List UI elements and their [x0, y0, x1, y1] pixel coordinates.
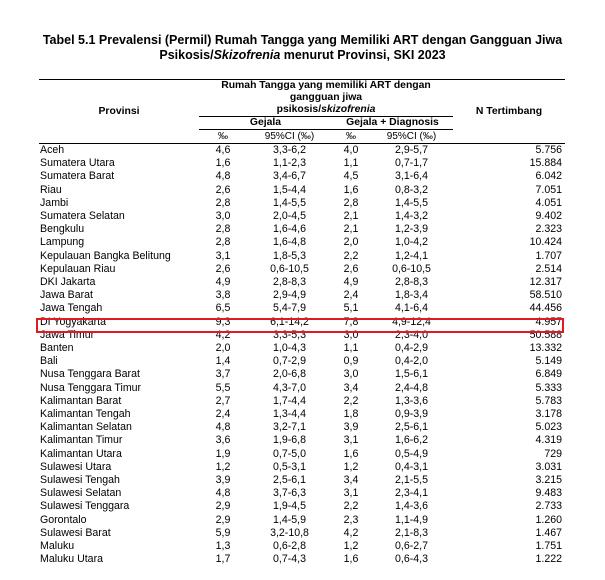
table-row: [39, 289, 565, 302]
table-row: [39, 553, 565, 566]
highlight-box: [36, 315, 564, 333]
cell-diagnosis-permil: 1,6: [343, 447, 359, 460]
cell-province: Kalimantan Barat: [40, 394, 122, 407]
cell-diagnosis-ci: 2,3-4,0: [395, 328, 428, 341]
cell-gejala-permil: 1,9: [215, 447, 231, 460]
cell-province: Sulawesi Tengah: [40, 474, 120, 487]
table-row: [39, 342, 565, 355]
cell-gejala-permil: 5,5: [215, 381, 231, 394]
cell-diagnosis-ci: 0,5-4,9: [395, 447, 428, 460]
header-unit-diag-ci: 95%CI (‰): [370, 130, 453, 144]
title-part-a: Psikosis/: [159, 48, 214, 62]
cell-province: Kalimantan Timur: [40, 434, 123, 447]
cell-diagnosis-ci: 1,8-3,4: [395, 289, 428, 302]
cell-diagnosis-ci: 1,0-4,2: [395, 236, 428, 249]
header-group-line2: [199, 104, 453, 116]
cell-gejala-ci: 2,8-8,3: [273, 276, 306, 289]
cell-gejala-permil: 2,7: [215, 394, 231, 407]
cell-n-tertimbang: 1.707: [535, 249, 562, 262]
cell-gejala-ci: 1,1-2,3: [273, 157, 306, 170]
cell-n-tertimbang: 4.051: [535, 196, 562, 209]
cell-province: Maluku Utara: [40, 553, 103, 566]
cell-gejala-permil: 2,0: [215, 342, 231, 355]
cell-n-tertimbang: 7.051: [535, 183, 562, 196]
cell-n-tertimbang: 2.514: [535, 262, 562, 275]
cell-diagnosis-permil: 4,2: [343, 526, 359, 539]
cell-n-tertimbang: 3.178: [535, 408, 562, 421]
cell-diagnosis-ci: 1,4-3,2: [395, 210, 428, 223]
cell-gejala-ci: 2,9-4,9: [273, 289, 306, 302]
cell-diagnosis-permil: 2,8: [343, 196, 359, 209]
cell-n-tertimbang: 10.424: [529, 236, 562, 249]
cell-province: Kalimantan Tengah: [40, 408, 131, 421]
cell-diagnosis-permil: 3,1: [343, 487, 359, 500]
cell-n-tertimbang: 2.323: [535, 223, 562, 236]
cell-gejala-permil: 4,8: [215, 421, 231, 434]
cell-diagnosis-permil: 1,6: [343, 553, 359, 566]
cell-gejala-ci: 1,6-4,6: [273, 223, 306, 236]
cell-gejala-ci: 0,6-10,5: [270, 262, 309, 275]
cell-diagnosis-permil: 5,1: [343, 302, 359, 315]
cell-province: Kalimantan Selatan: [40, 421, 132, 434]
cell-province: Kepulauan Bangka Belitung: [40, 249, 171, 262]
title-part-italic: Skizofrenia: [213, 48, 281, 62]
cell-gejala-ci: 1,6-4,8: [273, 236, 306, 249]
cell-gejala-permil: 3,8: [215, 289, 231, 302]
header-group-b: psikosis/: [276, 104, 322, 115]
cell-gejala-ci: 1,8-5,3: [273, 249, 306, 262]
cell-gejala-ci: 3,3-5,3: [273, 328, 306, 341]
cell-gejala-permil: 2,6: [215, 183, 231, 196]
cell-gejala-ci: 3,3-6,2: [273, 144, 306, 156]
cell-province: Sumatera Utara: [40, 157, 115, 170]
table-row: [39, 170, 565, 183]
table-row: [39, 540, 565, 553]
table-row: [39, 223, 565, 236]
cell-province: Lampung: [40, 236, 85, 249]
cell-gejala-permil: 3,0: [215, 210, 231, 223]
cell-diagnosis-ci: 2,9-5,7: [395, 144, 428, 156]
cell-province: Kepulauan Riau: [40, 262, 116, 275]
table-title-line1: Tabel 5.1 Prevalensi (Permil) Rumah Tangga yang Memiliki ART dengan Gangguan Jiwa: [42, 33, 563, 47]
cell-diagnosis-ci: 2,5-6,1: [395, 421, 428, 434]
cell-n-tertimbang: 729: [544, 447, 562, 460]
table-title-line2: [0, 48, 605, 63]
cell-diagnosis-permil: 2,3: [343, 513, 359, 526]
table-row: [39, 368, 565, 381]
cell-gejala-ci: 3,2-10,8: [270, 526, 309, 539]
cell-province: Aceh: [40, 144, 65, 156]
header-n-tertimbang: N Tertimbang: [453, 80, 565, 144]
table-row: [39, 210, 565, 223]
cell-diagnosis-ci: 2,8-8,3: [395, 276, 428, 289]
cell-gejala-ci: 1,4-5,5: [273, 196, 306, 209]
table-row: [39, 527, 565, 540]
cell-diagnosis-permil: 1,6: [343, 183, 359, 196]
cell-gejala-ci: 2,5-6,1: [273, 474, 306, 487]
cell-gejala-permil: 2,4: [215, 408, 231, 421]
cell-diagnosis-ci: 1,2-4,1: [395, 249, 428, 262]
cell-gejala-permil: 5,9: [215, 526, 231, 539]
table-body: [39, 144, 565, 567]
cell-province: Sulawesi Utara: [40, 460, 112, 473]
cell-province: Kalimantan Utara: [40, 447, 122, 460]
cell-diagnosis-ci: 0,4-3,1: [395, 460, 428, 473]
cell-n-tertimbang: 5.783: [535, 394, 562, 407]
header-unit-gejala-permil: ‰: [199, 130, 247, 144]
header-gejala: Gejala: [199, 117, 332, 130]
cell-diagnosis-ci: 4,1-6,4: [395, 302, 428, 315]
cell-diagnosis-ci: 0,6-10,5: [392, 262, 431, 275]
cell-province: Bengkulu: [40, 223, 85, 236]
table-row: [39, 184, 565, 197]
cell-gejala-permil: 2,8: [215, 196, 231, 209]
table-row: [39, 487, 565, 500]
cell-diagnosis-ci: 0,6-4,3: [395, 553, 428, 566]
cell-diagnosis-permil: 2,0: [343, 236, 359, 249]
cell-n-tertimbang: 5.333: [535, 381, 562, 394]
cell-diagnosis-permil: 3,9: [343, 421, 359, 434]
cell-diagnosis-ci: 1,4-5,5: [395, 196, 428, 209]
cell-diagnosis-ci: 2,3-4,1: [395, 487, 428, 500]
cell-n-tertimbang: 3.031: [535, 460, 562, 473]
cell-province: Maluku: [40, 540, 75, 553]
cell-n-tertimbang: 1.467: [535, 526, 562, 539]
cell-gejala-permil: 4,9: [215, 276, 231, 289]
cell-gejala-ci: 6,1-14,2: [270, 315, 309, 328]
table-row: [39, 514, 565, 527]
cell-province: Sulawesi Barat: [40, 526, 111, 539]
cell-n-tertimbang: 2.733: [535, 500, 562, 513]
cell-gejala-permil: 1,4: [215, 355, 231, 368]
cell-diagnosis-ci: 1,1-4,9: [395, 513, 428, 526]
header-unit-diag-permil: ‰: [332, 130, 370, 144]
table-row: [39, 474, 565, 487]
header-unit-gejala-ci: 95%CI (‰): [247, 130, 332, 144]
cell-diagnosis-permil: 2,1: [343, 210, 359, 223]
table-row: [39, 408, 565, 421]
cell-gejala-permil: 3,9: [215, 474, 231, 487]
cell-n-tertimbang: 12.317: [529, 276, 562, 289]
cell-diagnosis-permil: 2,4: [343, 289, 359, 302]
cell-n-tertimbang: 13.332: [529, 342, 562, 355]
cell-gejala-permil: 3,7: [215, 368, 231, 381]
cell-diagnosis-permil: 1,2: [343, 540, 359, 553]
cell-diagnosis-permil: 2,2: [343, 394, 359, 407]
cell-gejala-permil: 1,7: [215, 553, 231, 566]
cell-gejala-ci: 1,4-5,9: [273, 513, 306, 526]
cell-diagnosis-permil: 3,0: [343, 328, 359, 341]
cell-gejala-ci: 2,0-4,5: [273, 210, 306, 223]
cell-diagnosis-permil: 3,4: [343, 474, 359, 487]
cell-n-tertimbang: 5.149: [535, 355, 562, 368]
cell-province: DKI Jakarta: [40, 276, 96, 289]
cell-diagnosis-permil: 1,1: [343, 342, 359, 355]
cell-diagnosis-ci: 0,9-3,9: [395, 408, 428, 421]
cell-n-tertimbang: 6.849: [535, 368, 562, 381]
table-row: [39, 421, 565, 434]
table-row: [39, 250, 565, 263]
cell-n-tertimbang: 50.588: [529, 328, 562, 341]
cell-diagnosis-ci: 1,5-6,1: [395, 368, 428, 381]
cell-n-tertimbang: 1.751: [535, 540, 562, 553]
cell-n-tertimbang: 58.510: [529, 289, 562, 302]
cell-n-tertimbang: 3.215: [535, 474, 562, 487]
cell-gejala-permil: 1,3: [215, 540, 231, 553]
cell-province: Jambi: [40, 196, 69, 209]
cell-n-tertimbang: 1.260: [535, 513, 562, 526]
cell-province: Sumatera Selatan: [40, 210, 125, 223]
cell-diagnosis-ci: 2,1-8,3: [395, 526, 428, 539]
cell-gejala-permil: 2,9: [215, 500, 231, 513]
cell-gejala-permil: 3,1: [215, 249, 231, 262]
table-row: [39, 355, 565, 368]
cell-diagnosis-ci: 1,4-3,6: [395, 500, 428, 513]
table-row: [39, 302, 565, 315]
cell-gejala-permil: 2,8: [215, 236, 231, 249]
cell-province: Sulawesi Tenggara: [40, 500, 130, 513]
cell-diagnosis-permil: 1,8: [343, 408, 359, 421]
cell-gejala-ci: 4,3-7,0: [273, 381, 306, 394]
cell-diagnosis-ci: 0,8-3,2: [395, 183, 428, 196]
cell-province: Nusa Tenggara Timur: [40, 381, 142, 394]
table-row: [39, 236, 565, 249]
header-group-italic: skizofrenia: [321, 104, 376, 115]
cell-gejala-ci: 0,7-5,0: [273, 447, 306, 460]
cell-gejala-permil: 4,8: [215, 170, 231, 183]
cell-diagnosis-permil: 1,2: [343, 460, 359, 473]
table-row: [39, 500, 565, 513]
cell-diagnosis-permil: 4,9: [343, 276, 359, 289]
cell-gejala-permil: 4,2: [215, 328, 231, 341]
cell-diagnosis-ci: 1,3-3,6: [395, 394, 428, 407]
cell-gejala-permil: 9,3: [215, 315, 231, 328]
cell-diagnosis-permil: 3,4: [343, 381, 359, 394]
table-title: [0, 33, 605, 63]
cell-diagnosis-ci: 1,6-6,2: [395, 434, 428, 447]
cell-province: DI Yogyakarta: [40, 315, 106, 328]
cell-diagnosis-permil: 4,5: [343, 170, 359, 183]
cell-province: Jawa Barat: [40, 289, 93, 302]
cell-diagnosis-permil: 1,1: [343, 157, 359, 170]
cell-diagnosis-ci: 0,4-2,9: [395, 342, 428, 355]
cell-n-tertimbang: 5.756: [535, 144, 562, 156]
cell-diagnosis-ci: 4,9-12,4: [392, 315, 431, 328]
cell-diagnosis-permil: 3,0: [343, 368, 359, 381]
cell-province: Banten: [40, 342, 74, 355]
header-gejala-diagnosis: Gejala + Diagnosis: [332, 117, 453, 130]
table-row: [39, 382, 565, 395]
table-row: [39, 263, 565, 276]
cell-province: Bali: [40, 355, 58, 368]
table-row: [39, 448, 565, 461]
cell-province: Jawa Timur: [40, 328, 95, 341]
cell-gejala-permil: 4,6: [215, 144, 231, 156]
cell-gejala-ci: 1,3-4,4: [273, 408, 306, 421]
cell-gejala-ci: 0,5-3,1: [273, 460, 306, 473]
table-row: [39, 144, 565, 158]
cell-province: Riau: [40, 183, 62, 196]
cell-gejala-ci: 1,0-4,3: [273, 342, 306, 355]
cell-gejala-ci: 1,9-4,5: [273, 500, 306, 513]
cell-gejala-permil: 2,6: [215, 262, 231, 275]
cell-gejala-ci: 2,0-6,8: [273, 368, 306, 381]
cell-gejala-ci: 1,5-4,4: [273, 183, 306, 196]
cell-n-tertimbang: 4.957: [535, 315, 562, 328]
cell-diagnosis-ci: 1,2-3,9: [395, 223, 428, 236]
cell-gejala-ci: 1,7-4,4: [273, 394, 306, 407]
cell-diagnosis-ci: 2,4-4,8: [395, 381, 428, 394]
cell-gejala-permil: 6,5: [215, 302, 231, 315]
cell-diagnosis-ci: 2,1-5,5: [395, 474, 428, 487]
cell-n-tertimbang: 9.483: [535, 487, 562, 500]
table-row: [39, 157, 565, 170]
cell-gejala-ci: 0,7-2,9: [273, 355, 306, 368]
cell-province: Sumatera Barat: [40, 170, 115, 183]
cell-n-tertimbang: 5.023: [535, 421, 562, 434]
cell-diagnosis-permil: 2,2: [343, 249, 359, 262]
cell-gejala-ci: 3,4-6,7: [273, 170, 306, 183]
cell-n-tertimbang: 44.456: [529, 302, 562, 315]
table-row: [39, 461, 565, 474]
header-group: [199, 80, 453, 117]
cell-n-tertimbang: 4.319: [535, 434, 562, 447]
cell-gejala-ci: 3,7-6,3: [273, 487, 306, 500]
cell-province: Jawa Tengah: [40, 302, 103, 315]
cell-n-tertimbang: 1.222: [535, 553, 562, 566]
table-row: [39, 395, 565, 408]
cell-diagnosis-permil: 2,1: [343, 223, 359, 236]
title-part-b: menurut Provinsi, SKI 2023: [280, 48, 446, 62]
cell-diagnosis-permil: 7,8: [343, 315, 359, 328]
cell-diagnosis-ci: 0,7-1,7: [395, 157, 428, 170]
header-group-line1: Rumah Tangga yang memiliki ART dengan gangguan jiwa: [221, 80, 431, 103]
cell-diagnosis-ci: 0,6-2,7: [395, 540, 428, 553]
table-row: [39, 276, 565, 289]
cell-diagnosis-permil: 2,6: [343, 262, 359, 275]
cell-gejala-ci: 3,2-7,1: [273, 421, 306, 434]
header-province: Provinsi: [39, 80, 199, 144]
cell-diagnosis-ci: 3,1-6,4: [395, 170, 428, 183]
cell-diagnosis-permil: 3,1: [343, 434, 359, 447]
cell-gejala-ci: 0,6-2,8: [273, 540, 306, 553]
cell-gejala-permil: 3,6: [215, 434, 231, 447]
cell-n-tertimbang: 6.042: [535, 170, 562, 183]
cell-province: Gorontalo: [40, 513, 87, 526]
cell-gejala-permil: 4,8: [215, 487, 231, 500]
cell-n-tertimbang: 15.884: [529, 157, 562, 170]
cell-diagnosis-permil: 2,2: [343, 500, 359, 513]
cell-gejala-permil: 1,2: [215, 460, 231, 473]
cell-diagnosis-permil: 4,0: [343, 144, 359, 156]
cell-diagnosis-permil: 0,9: [343, 355, 359, 368]
cell-province: Nusa Tenggara Barat: [40, 368, 140, 381]
cell-gejala-permil: 2,8: [215, 223, 231, 236]
cell-diagnosis-ci: 0,4-2,0: [395, 355, 428, 368]
table-row: [39, 434, 565, 447]
cell-gejala-permil: 1,6: [215, 157, 231, 170]
cell-n-tertimbang: 9.402: [535, 210, 562, 223]
cell-province: Sulawesi Selatan: [40, 487, 122, 500]
cell-gejala-permil: 2,9: [215, 513, 231, 526]
cell-gejala-ci: 5,4-7,9: [273, 302, 306, 315]
cell-gejala-ci: 0,7-4,3: [273, 553, 306, 566]
table-row: [39, 197, 565, 210]
cell-gejala-ci: 1,9-6,8: [273, 434, 306, 447]
